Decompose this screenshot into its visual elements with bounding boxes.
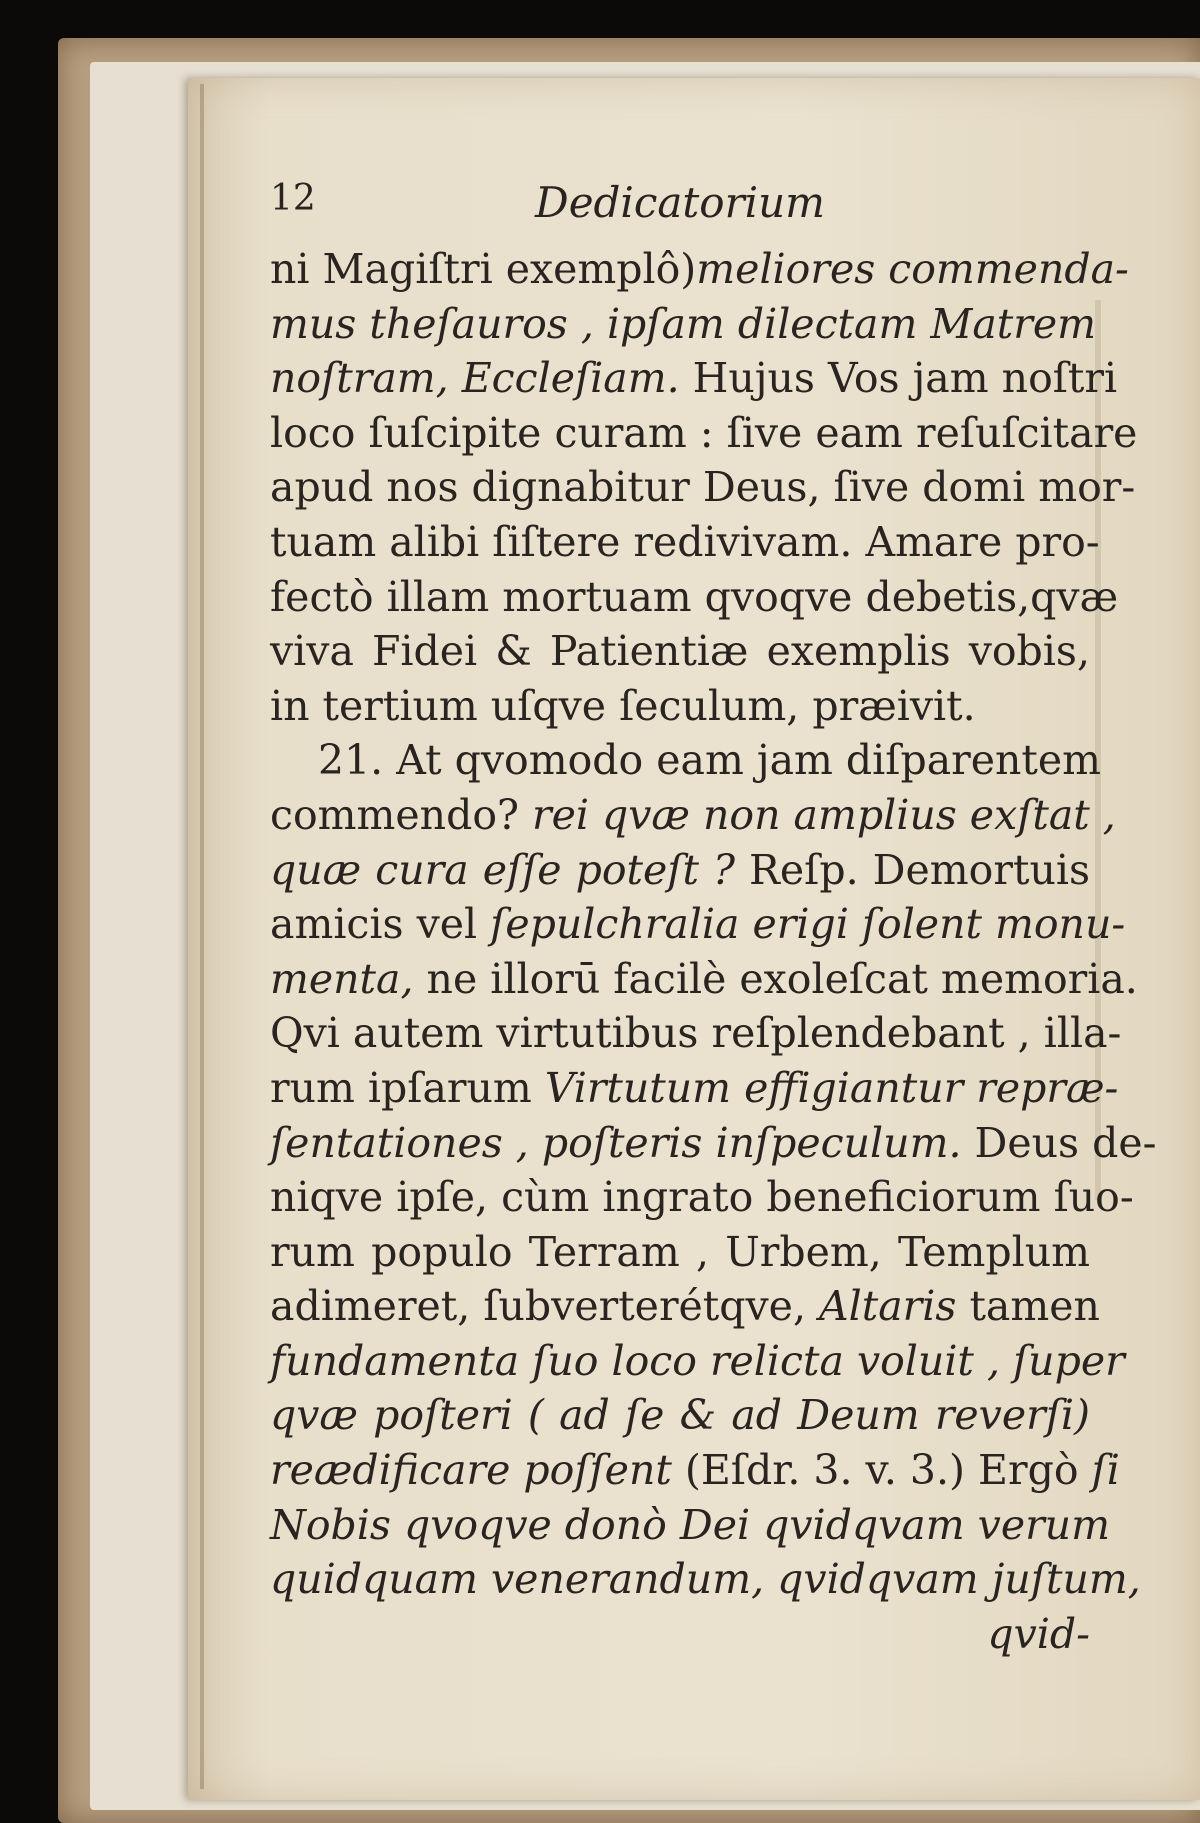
text-segment: tamen: [956, 1282, 1100, 1331]
italic-text-segment: ſepulchralia erigi ſolent monu-: [477, 900, 1126, 949]
text-segment: Deus de-: [961, 1118, 1157, 1167]
italic-text-segment: Virtutum effigiantur repræ-: [531, 1063, 1119, 1112]
text-segment: (Eſdr. 3. v. 3.) Ergò: [671, 1446, 1079, 1495]
text-segment: niqve ipſe, cùm ingrato beneficiorum ſuo-: [270, 1173, 1134, 1222]
text-line: [270, 515, 1100, 570]
italic-text-segment: ſi: [1078, 1446, 1120, 1495]
italic-text-segment: Nobis qvoqve donò Dei qvidqvam verum: [270, 1500, 1110, 1549]
text-line: [270, 1116, 1157, 1171]
italic-text-segment: menta,: [270, 954, 414, 1003]
italic-text-segment: quidquam venerandum, qvidqvam juſtum,: [270, 1555, 1141, 1604]
text-segment: loco ſuſcipite curam : ſive eam reſuſcitare: [270, 408, 1138, 457]
page-content: [270, 178, 1157, 1661]
text-line: [270, 788, 1116, 843]
italic-text-segment: quæ cura eſſe poteſt ?: [270, 845, 735, 894]
text-line: [270, 351, 1118, 406]
page-number: 12: [270, 178, 316, 219]
italic-text-segment: fundamenta ſuo loco relicta voluit , ſuper: [270, 1336, 1125, 1385]
italic-text-segment: meliores commenda-: [696, 245, 1129, 293]
text-segment: apud nos dignabitur Deus, ſive domi mor-: [270, 463, 1136, 512]
text-segment: rum populo Terram , Urbem, Templum: [270, 1227, 1090, 1276]
text-segment: rum ipſarum: [270, 1063, 532, 1112]
text-segment: viva Fidei & Patientiæ exemplis vobis,: [270, 627, 1090, 676]
text-line: [270, 1006, 1122, 1061]
text-line: [270, 1552, 1141, 1607]
text-line: [270, 1225, 1090, 1280]
text-segment: Hujus Vos jam noſtri: [679, 354, 1118, 403]
text-segment: fectò illam mortuam qvoqve debetis,qvæ: [270, 572, 1119, 621]
text-segment: adimeret, ſubverterétqve,: [270, 1282, 806, 1331]
text-line: [270, 1498, 1110, 1553]
text-segment: commendo?: [270, 790, 519, 839]
text-segment: ni Magiſtri exemplô): [270, 245, 697, 293]
text-line: [270, 570, 1119, 625]
text-line: [270, 406, 1138, 461]
text-line: [270, 1170, 1134, 1225]
text-line: [270, 733, 1102, 788]
page-header: [270, 178, 1090, 242]
text-line: [270, 679, 1090, 734]
text-line: [270, 843, 1090, 898]
italic-text-segment: Altaris: [805, 1282, 957, 1331]
text-line: [270, 460, 1136, 515]
italic-text-segment: noſtram, Eccleſiam.: [270, 354, 680, 403]
italic-text-segment: qvid-: [987, 1609, 1090, 1658]
text-segment: 21. At qvomodo eam jam diſparentem: [318, 736, 1102, 785]
text-line: [270, 1607, 1090, 1662]
text-segment: amicis vel: [270, 900, 478, 949]
text-line: [270, 1388, 1090, 1443]
text-segment: in tertium uſqve ſeculum, præivit.: [270, 681, 976, 730]
text-line: [270, 1443, 1120, 1498]
text-segment: Reſp. Demortuis: [734, 845, 1090, 894]
text-line: [270, 1279, 1100, 1334]
text-line: [270, 1334, 1125, 1389]
text-line: [270, 952, 1138, 1007]
text-line: [270, 242, 1129, 297]
text-segment: Qvi autem virtutibus reſplendebant , illa-: [270, 1009, 1122, 1058]
text-segment: ne illorū facilè exoleſcat memoria.: [413, 954, 1138, 1003]
page-gutter-shadow: [200, 84, 204, 1789]
text-line: [270, 897, 1126, 952]
italic-text-segment: rei qvæ non amplius exſtat ,: [518, 790, 1116, 839]
text-line: [270, 1061, 1119, 1116]
text-line: [270, 624, 1090, 679]
italic-text-segment: mus theſauros , ipſam dilectam Matrem: [270, 299, 1097, 348]
text-body: [270, 242, 1157, 1661]
text-line: [270, 297, 1097, 352]
italic-text-segment: qvæ poſteri ( ad ſe & ad Deum reverſi): [270, 1391, 1090, 1440]
running-head: Dedicatorium: [535, 178, 825, 227]
italic-text-segment: reædificare poſſent: [270, 1446, 672, 1495]
italic-text-segment: ſentationes , poſteris inſpeculum.: [270, 1118, 962, 1167]
text-segment: tuam alibi ſiſtere redivivam. Amare pro-: [270, 517, 1100, 566]
